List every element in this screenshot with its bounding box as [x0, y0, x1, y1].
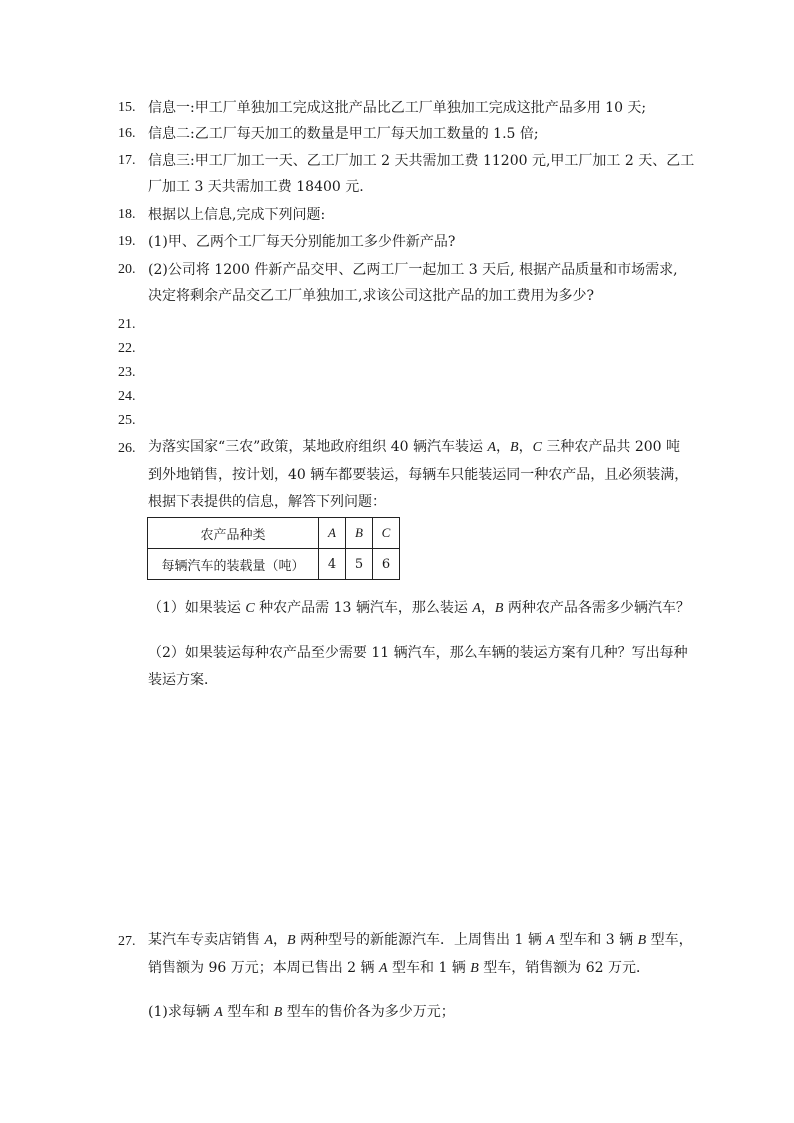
question-text-line: 根据下表提供的信息，解答下列问题： — [148, 494, 386, 510]
item-number: 23. — [118, 365, 136, 380]
item-number: 22. — [118, 341, 136, 356]
question-text-line: 某汽车专卖店销售 A，B 两种型号的新能源汽车．上周售出 1 辆 A 型车和 3 辆 B 型车， — [148, 932, 693, 948]
item-text: (1)甲、乙两个工厂每天分别能加工多少件新产品? — [148, 234, 456, 250]
table-cell: 5 — [346, 549, 373, 580]
item-number: 18. — [118, 207, 136, 222]
item-text: 信息二:乙工厂每天加工的数量是甲工厂每天加工数量的 1.5 倍; — [148, 126, 539, 142]
item-text: 决定将剩余产品交乙工厂单独加工,求该公司这批产品的加工费用为多少? — [148, 288, 594, 304]
table-header-cell: B — [346, 518, 373, 549]
item-text: 根据以上信息,完成下列问题: — [148, 207, 326, 223]
item-number: 25. — [118, 413, 136, 428]
item-text: 信息三:甲工厂加工一天、乙工厂加工 2 天共需加工费 11200 元,甲工厂加工 2 天、乙工 — [148, 153, 695, 169]
item-number: 19. — [118, 234, 136, 249]
item-text: 信息一:甲工厂单独加工完成这批产品比乙工厂单独加工完成这批产品多用 10 天; — [148, 100, 647, 116]
sub-question-1: （1）如果装运 C 种农产品需 13 辆汽车，那么装运 A，B 两种农产品各需多少辆汽车？ — [148, 600, 690, 616]
item-text: (2)公司将 1200 件新产品交甲、乙两工厂一起加工 3 天后, 根据产品质量和市场需求, — [148, 262, 678, 278]
table-header-label: 农产品种类 — [148, 518, 319, 549]
table-header-cell: C — [373, 518, 400, 549]
table-cell: 6 — [373, 549, 400, 580]
sub-question-2-cont: 装运方案． — [148, 672, 218, 688]
item-number: 17. — [118, 153, 136, 168]
table-header-cell: A — [319, 518, 346, 549]
table-header-row — [148, 518, 400, 549]
table-cell: 4 — [319, 549, 346, 580]
item-text: 厂加工 3 天共需加工费 18400 元. — [148, 179, 364, 195]
load-capacity-table — [147, 517, 400, 580]
sub-question-1: (1)求每辆 A 型车和 B 型车的售价各为多少万元； — [148, 1004, 455, 1020]
item-number: 16. — [118, 126, 136, 141]
item-number: 21. — [118, 317, 136, 332]
table-row — [148, 549, 400, 580]
table-row-label: 每辆汽车的装载量（吨） — [148, 549, 319, 580]
item-number: 24. — [118, 389, 136, 404]
sub-question-2: （2）如果装运每种农产品至少需要 11 辆汽车，那么车辆的装运方案有几种？写出每种 — [148, 645, 688, 661]
question-text-line: 到外地销售，按计划，40 辆车都要装运，每辆车只能装运同一种农产品，且必须装满， — [148, 467, 689, 483]
question-number: 27. — [118, 934, 136, 949]
question-number: 26. — [118, 441, 136, 456]
item-number: 15. — [118, 100, 136, 115]
item-number: 20. — [118, 262, 136, 277]
question-text-line: 销售额为 96 万元；本周已售出 2 辆 A 型车和 1 辆 B 型车，销售额为 62 万元． — [148, 960, 650, 976]
question-text-line: 为落实国家“三农”政策，某地政府组织 40 辆汽车装运 A，B，C 三种农产品共 200 吨 — [148, 439, 681, 455]
